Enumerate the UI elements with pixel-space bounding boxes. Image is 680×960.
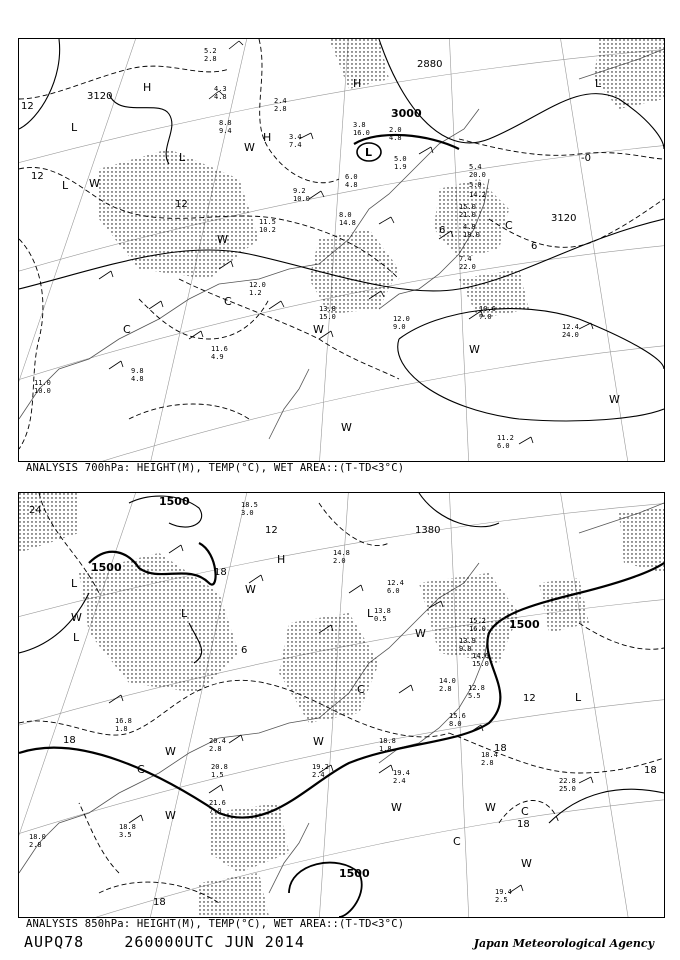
- station-dewpoint: 9.0: [459, 645, 472, 653]
- station-dewpoint: 15.0: [319, 313, 336, 321]
- station-temp: 21.6: [209, 799, 226, 807]
- temp-label: 18: [153, 897, 166, 908]
- station-temp: 15.6: [449, 712, 466, 720]
- station-dewpoint: 18.0: [463, 231, 480, 239]
- map-panel-700hpa: [18, 38, 665, 462]
- height-label: 1500: [91, 561, 122, 574]
- warm-center: W: [391, 801, 402, 814]
- station-dewpoint: 21.0: [459, 211, 476, 219]
- station-dewpoint: 6.0: [497, 442, 510, 450]
- low-center: L: [575, 691, 582, 704]
- station-dewpoint: 2.8: [29, 841, 42, 849]
- station-temp: 12.4: [387, 579, 404, 587]
- station-dewpoint: 4.8: [131, 375, 144, 383]
- station-dewpoint: 1.5: [211, 771, 224, 779]
- station-dewpoint: 2.8: [481, 759, 494, 767]
- temp-label: 12: [523, 693, 536, 704]
- temp-label: 12: [175, 199, 188, 210]
- warm-center: W: [165, 809, 176, 822]
- station-dewpoint: 2.8: [274, 105, 287, 113]
- station-dewpoint: 7.0: [209, 807, 222, 815]
- warm-center: W: [341, 421, 352, 434]
- station-dewpoint: 10.2: [259, 226, 276, 234]
- cold-center: C: [137, 763, 145, 776]
- chart-code: AUPQ78: [24, 933, 85, 951]
- station-dewpoint: 3.5: [119, 831, 132, 839]
- height-label: 3120: [551, 213, 577, 224]
- station-temp: 18.8: [379, 737, 396, 745]
- temp-label: 12: [21, 101, 34, 112]
- warm-center: W: [217, 233, 228, 246]
- temp-label: 18: [63, 735, 76, 746]
- station-temp: 18.5: [241, 501, 258, 509]
- warm-center: W: [485, 801, 496, 814]
- height-label: 1380: [415, 525, 441, 536]
- station-temp: 19.2: [312, 763, 329, 771]
- cold-center: C: [521, 805, 529, 818]
- warm-center: W: [415, 627, 426, 640]
- low-center: L: [367, 607, 374, 620]
- station-dewpoint: 5.5: [468, 692, 481, 700]
- station-plots: [34, 41, 593, 450]
- station-dewpoint: 7.4: [289, 141, 302, 149]
- station-dewpoint: 1.2: [249, 289, 262, 297]
- station-temp: 5.0: [394, 155, 407, 163]
- station-temp: 18.0: [29, 833, 46, 841]
- temp-label: 18: [494, 743, 507, 754]
- station-temp: 4.8: [463, 223, 476, 231]
- station-dewpoint: 1.8: [115, 725, 128, 733]
- cold-center: C: [123, 323, 131, 336]
- station-temp: 5.0: [469, 181, 482, 189]
- station-temp: 15.2: [469, 617, 486, 625]
- station-temp: 13.8: [319, 305, 336, 313]
- station-temp: 8.8: [219, 119, 232, 127]
- station-temp: 11.5: [259, 218, 276, 226]
- station-dewpoint: 24.0: [562, 331, 579, 339]
- station-dewpoint: 25.0: [559, 785, 576, 793]
- temp-label: 24: [29, 505, 42, 516]
- height-label: 3000: [391, 107, 422, 120]
- station-temp: 13.9: [459, 637, 476, 645]
- low-center: L: [73, 631, 80, 644]
- station-dewpoint: 2.5: [495, 896, 508, 904]
- caption-850hpa: ANALYSIS 850hPa: HEIGHT(M), TEMP(°C), WET AREA::(T-TD<3°C): [26, 918, 405, 930]
- high-center: H: [143, 81, 152, 94]
- warm-center: W: [245, 583, 256, 596]
- station-dewpoint: 22.0: [459, 263, 476, 271]
- map-panel-850hpa: [18, 492, 665, 918]
- low-center: L: [71, 577, 78, 590]
- cold-center: C: [224, 295, 232, 308]
- station-temp: 20.8: [211, 763, 228, 771]
- temp-label: 18: [644, 765, 657, 776]
- station-dewpoint: 15.0: [472, 660, 489, 668]
- station-temp: 2.4: [274, 97, 287, 105]
- station-temp: 10.6: [479, 305, 496, 313]
- station-temp: 14.6: [472, 652, 489, 660]
- station-dewpoint: 4.8: [389, 134, 402, 142]
- station-temp: 14.8: [333, 549, 350, 557]
- temp-label: -0: [581, 153, 591, 164]
- low-center: L: [595, 77, 602, 90]
- caption-700hpa: ANALYSIS 700hPa: HEIGHT(M), TEMP(°C), WET AREA::(T-TD<3°C): [26, 462, 405, 474]
- chart-identifier: [24, 933, 305, 951]
- cold-center: C: [453, 835, 461, 848]
- station-dewpoint: 14.8: [339, 219, 356, 227]
- cold-center: C: [505, 219, 513, 232]
- station-temp: 9.8: [131, 367, 144, 375]
- station-dewpoint: 16.0: [469, 625, 486, 633]
- height-label: 1500: [339, 867, 370, 880]
- map-700hpa-canvas: [19, 39, 664, 461]
- station-temp: 19.4: [393, 769, 410, 777]
- station-dewpoint: 2.0: [333, 557, 346, 565]
- high-center: H: [277, 553, 286, 566]
- station-temp: 9.2: [293, 187, 306, 195]
- warm-center: W: [165, 745, 176, 758]
- station-temp: 11.2: [497, 434, 514, 442]
- station-temp: 12.0: [249, 281, 266, 289]
- low-center: L: [62, 179, 69, 192]
- temp-label: 6: [439, 225, 446, 236]
- station-temp: 16.8: [115, 717, 132, 725]
- low-center: L: [71, 121, 78, 134]
- cold-center: C: [357, 683, 365, 696]
- station-dewpoint: 4.8: [345, 181, 358, 189]
- station-temp: 18.4: [481, 751, 498, 759]
- station-dewpoint: 1.8: [379, 745, 392, 753]
- height-label: 3120: [87, 91, 113, 102]
- station-temp: 15.0: [459, 203, 476, 211]
- station-dewpoint: 20.0: [469, 171, 486, 179]
- map-850hpa-canvas: [19, 493, 664, 917]
- station-dewpoint: 10.0: [34, 387, 51, 395]
- station-temp: 11.6: [211, 345, 228, 353]
- station-temp: 12.0: [393, 315, 410, 323]
- temp-label: 6: [531, 241, 538, 252]
- warm-center: W: [609, 393, 620, 406]
- high-center: H: [353, 77, 362, 90]
- warm-center: W: [313, 323, 324, 336]
- station-temp: 3.4: [289, 133, 302, 141]
- station-temp: 5.4: [469, 163, 482, 171]
- high-center: H: [263, 131, 272, 144]
- agency-name: Japan Meteorological Agency: [473, 937, 654, 950]
- height-label: 1500: [509, 618, 540, 631]
- wet-areas: [99, 39, 664, 319]
- station-dewpoint: 1.9: [394, 163, 407, 171]
- station-temp: 2.0: [389, 126, 402, 134]
- low-center: L: [181, 607, 188, 620]
- low-center: L: [179, 151, 186, 164]
- temp-label: 6: [241, 645, 248, 656]
- warm-center: W: [521, 857, 532, 870]
- station-dewpoint: 2.8: [209, 745, 222, 753]
- station-dewpoint: 9.0: [393, 323, 406, 331]
- station-temp: 7.4: [459, 255, 472, 263]
- temp-label: 12: [31, 171, 44, 182]
- station-temp: 18.8: [119, 823, 136, 831]
- temp-label: 18: [517, 819, 530, 830]
- station-dewpoint: 2.4: [312, 771, 325, 779]
- station-dewpoint: 2.8: [204, 55, 217, 63]
- warm-center: W: [244, 141, 255, 154]
- station-temp: 12.8: [468, 684, 485, 692]
- height-label: 2880: [417, 59, 443, 70]
- station-temp: 13.8: [374, 607, 391, 615]
- station-temp: 8.0: [339, 211, 352, 219]
- station-dewpoint: 10.0: [293, 195, 310, 203]
- station-temp: 4.3: [214, 85, 227, 93]
- temp-label: 12: [265, 525, 278, 536]
- height-label: 1500: [159, 495, 190, 508]
- station-dewpoint: 3.0: [241, 509, 254, 517]
- station-dewpoint: 14.2: [469, 191, 486, 199]
- station-dewpoint: 7.0: [479, 313, 492, 321]
- station-dewpoint: 2.8: [439, 685, 452, 693]
- station-dewpoint: 4.9: [211, 353, 224, 361]
- chart-datetime: 260000UTC JUN 2014: [124, 933, 305, 951]
- station-temp: 11.0: [34, 379, 51, 387]
- station-temp: 14.0: [439, 677, 456, 685]
- warm-center: W: [469, 343, 480, 356]
- warm-center: W: [313, 735, 324, 748]
- low-center: L: [365, 146, 373, 159]
- station-temp: 5.2: [204, 47, 217, 55]
- station-dewpoint: 4.8: [214, 93, 227, 101]
- station-dewpoint: 2.4: [393, 777, 406, 785]
- warm-center: W: [89, 177, 100, 190]
- warm-center: W: [71, 611, 82, 624]
- station-temp: 19.4: [495, 888, 512, 896]
- station-temp: 6.0: [345, 173, 358, 181]
- station-dewpoint: 16.0: [353, 129, 370, 137]
- station-temp: 12.4: [562, 323, 579, 331]
- temp-label: 18: [214, 567, 227, 578]
- station-dewpoint: 0.5: [374, 615, 387, 623]
- station-temp: 20.4: [209, 737, 226, 745]
- station-temp: 22.8: [559, 777, 576, 785]
- station-dewpoint: 9.4: [219, 127, 232, 135]
- station-dewpoint: 8.0: [449, 720, 462, 728]
- station-temp: 3.8: [353, 121, 366, 129]
- station-dewpoint: 6.0: [387, 587, 400, 595]
